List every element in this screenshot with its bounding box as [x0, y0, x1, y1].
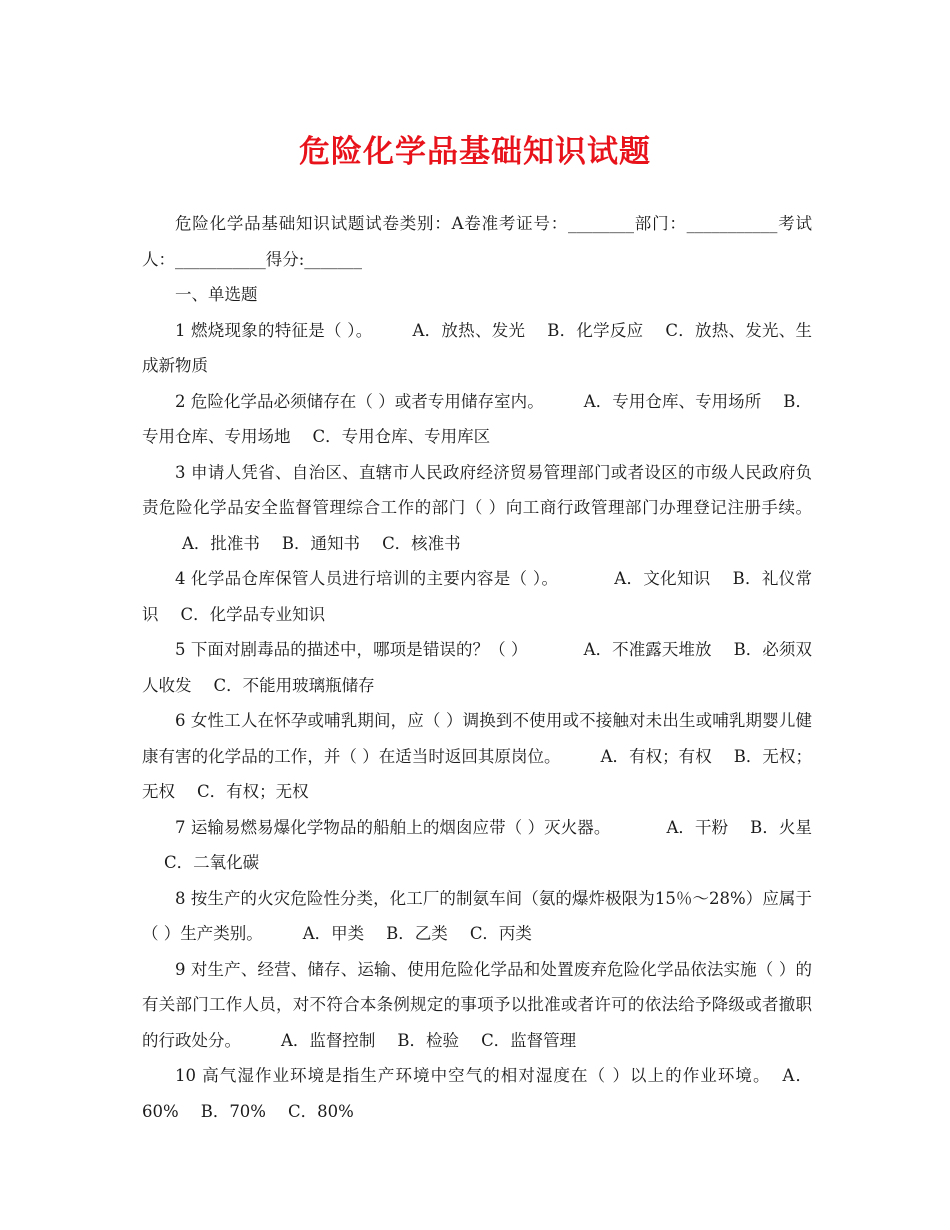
- question-9: [142, 952, 812, 1059]
- option-c: C．丙类: [469, 924, 532, 943]
- question-text: 5 下面对剧毒品的描述中，哪项是错误的？（ ）: [175, 640, 528, 659]
- option-a: A．放热、发光: [412, 320, 526, 340]
- question-text: 3 申请人凭省、自治区、直辖市人民政府经济贸易管理部门或者设区的市级人民政府负责危险化学品安全监督管理综合工作的部门（ ）向工商行政管理部门办理登记注册手续。: [142, 462, 812, 517]
- question-text: 7 运输易燃易爆化学物品的船舶上的烟囱应带（ ）灭火器。: [175, 817, 611, 837]
- option-a: A．不准露天堆放: [583, 640, 712, 659]
- option-b: B．无权；无权: [142, 746, 812, 801]
- option-c: C．监督管理: [481, 1030, 577, 1050]
- option-b: B．火星: [750, 817, 812, 837]
- option-a: A．文化知识: [614, 569, 711, 588]
- option-c: C．二氧化碳: [164, 853, 260, 872]
- exam-header: 危险化学品基础知识试题试卷类别：A卷准考证号：________部门：___________考试人：___________得分:_______: [142, 214, 812, 269]
- option-b: B．专用仓库、专用场地: [142, 391, 812, 446]
- document-title: 危险化学品基础知识试题: [299, 134, 651, 170]
- option-a: A．60%: [142, 1066, 812, 1121]
- question-text: 9 对生产、经营、储存、运输、使用危险化学品和处置废弃危险化学品依法实施（ ）的有关部门工作人员，对不符合本条例规定的事项予以批准或者许可的依法给予降级或者撤职的行政处分。: [142, 959, 812, 1050]
- question-text: 8 按生产的火灾危险性分类，化工厂的制氨车间（氨的爆炸极限为15％～28%）应属于（ ）生产类别。: [142, 888, 812, 943]
- option-c: C．有权；无权: [197, 782, 309, 801]
- document-body: [142, 206, 812, 1129]
- option-b: B．检验: [397, 1030, 460, 1050]
- option-b: B．乙类: [386, 924, 448, 943]
- option-c: C．放热、发光、生成新物质: [142, 320, 812, 375]
- question-2: [142, 384, 812, 455]
- option-b: B．必须双人收发: [142, 640, 812, 695]
- question-5: [142, 632, 812, 703]
- option-a: A．专用仓库、专用场所: [583, 391, 762, 411]
- question-text: 1 燃烧现象的特征是（ ）。: [175, 320, 373, 340]
- question-text: 4 化学品仓库保管人员进行培训的主要内容是（ ）。: [175, 569, 559, 588]
- question-7: [142, 810, 812, 881]
- option-c: C．化学品专业知识: [180, 604, 326, 624]
- question-1: [142, 313, 812, 384]
- question-text: 10 高气湿作业环境是指生产环境中空气的相对湿度在（ ）以上的作业环境。: [175, 1066, 771, 1085]
- option-c: C．专用仓库、专用库区: [312, 427, 491, 446]
- option-a: A．甲类: [302, 924, 365, 943]
- option-a: A．监督控制: [281, 1030, 376, 1050]
- question-8: [142, 881, 812, 952]
- option-b: B．礼仪常识: [142, 569, 812, 624]
- option-a: A．有权；有权: [600, 746, 712, 766]
- question-3: [142, 455, 812, 562]
- option-b: B．通知书: [281, 533, 361, 553]
- option-a: A．干粉: [666, 817, 729, 837]
- option-b: B．70%: [200, 1101, 266, 1121]
- option-b: B．化学反应: [547, 320, 644, 340]
- question-text: 6 女性工人在怀孕或哺乳期间，应（ ）调换到不使用或不接触对未出生或哺乳期婴儿健康有害的化学品的工作，并（ ）在适当时返回其原岗位。: [142, 711, 812, 766]
- question-6: [142, 703, 812, 810]
- option-c: C．不能用玻璃瓶储存: [213, 675, 375, 695]
- section-heading: 一、单选题: [175, 285, 258, 304]
- question-4: [142, 561, 812, 632]
- question-10: [142, 1058, 812, 1129]
- option-a: A．批准书: [182, 533, 260, 553]
- option-c: C．80%: [288, 1101, 354, 1121]
- question-text: 2 危险化学品必须储存在（ ）或者专用储存室内。: [175, 391, 544, 411]
- option-c: C．核准书: [382, 533, 461, 553]
